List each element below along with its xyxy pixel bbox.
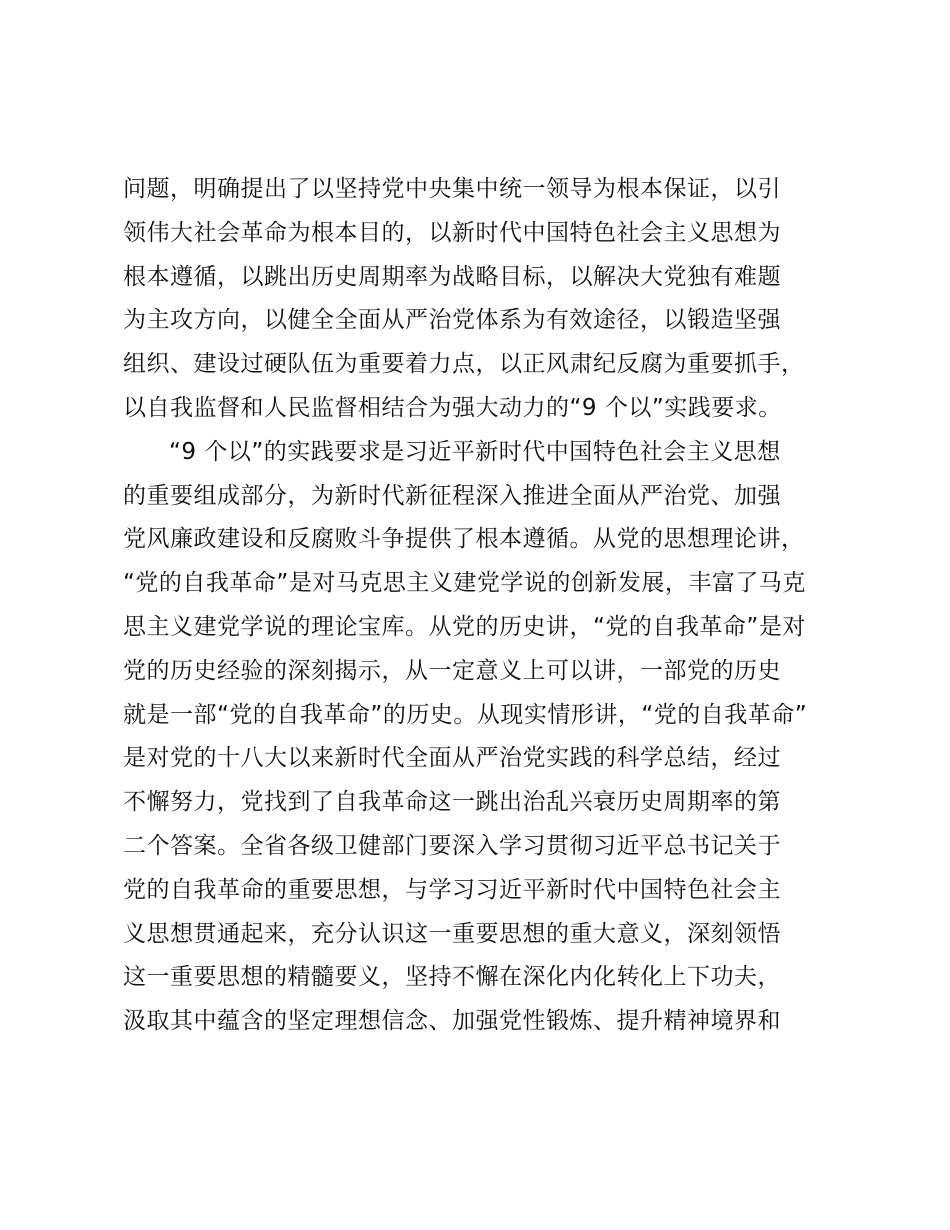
text-line: 思主义建党学说的理论宝库。从党的历史讲，“党的自我革命”是对 xyxy=(123,613,806,640)
text-line: “党的自我革命”是对马克思主义建党学说的创新发展，丰富了马克 xyxy=(123,570,806,597)
text-line: 党风廉政建设和反腐败斗争提供了根本遵循。从党的思想理论讲， xyxy=(123,526,805,553)
body-text xyxy=(123,168,843,1044)
text-line: 组织、建设过硬队伍为重要着力点，以正风肃纪反腐为重要抓手， xyxy=(123,351,805,378)
text-line: 问题，明确提出了以坚持党中央集中统一领导为根本保证，以引 xyxy=(123,176,781,202)
text-line: 的重要组成部分，为新时代新征程深入推进全面从严治党、加强 xyxy=(123,482,781,509)
text-line: 不懈努力，党找到了自我革命这一跳出治乱兴衰历史周期率的第 xyxy=(123,789,781,816)
text-line: 领伟大社会革命为根本目的，以新时代中国特色社会主义思想为 xyxy=(123,219,781,246)
text-line: 就是一部“党的自我革命”的历史。从现实情形讲，“党的自我革命” xyxy=(123,701,808,728)
text-line: 根本遵循，以跳出历史周期率为战略目标，以解决大党独有难题 xyxy=(123,263,781,290)
text-line: 这一重要思想的精髓要义，坚持不懈在深化内化转化上下功夫， xyxy=(123,964,781,991)
text-line: 以自我监督和人民监督相结合为强大动力的“9 个以”实践要求。 xyxy=(123,394,782,421)
text-line: 二个答案。全省各级卫健部门要深入学习贯彻习近平总书记关于 xyxy=(123,832,781,859)
text-line: 党的历史经验的深刻揭示，从一定意义上可以讲，一部党的历史 xyxy=(123,657,781,684)
text-line: 党的自我革命的重要思想，与学习习近平新时代中国特色社会主 xyxy=(123,876,781,903)
text-line: 义思想贯通起来，充分认识这一重要思想的重大意义，深刻领悟 xyxy=(123,920,781,947)
text-line: 汲取其中蕴含的坚定理想信念、加强党性锻炼、提升精神境界和 xyxy=(123,1008,781,1035)
text-line: 是对党的十八大以来新时代全面从严治党实践的科学总结，经过 xyxy=(123,745,781,772)
paragraph-first-line: “9 个以”的实践要求是习近平新时代中国特色社会主义思想 xyxy=(169,438,781,465)
text-line: 为主攻方向，以健全全面从严治党体系为有效途径，以锻造坚强 xyxy=(123,307,781,334)
